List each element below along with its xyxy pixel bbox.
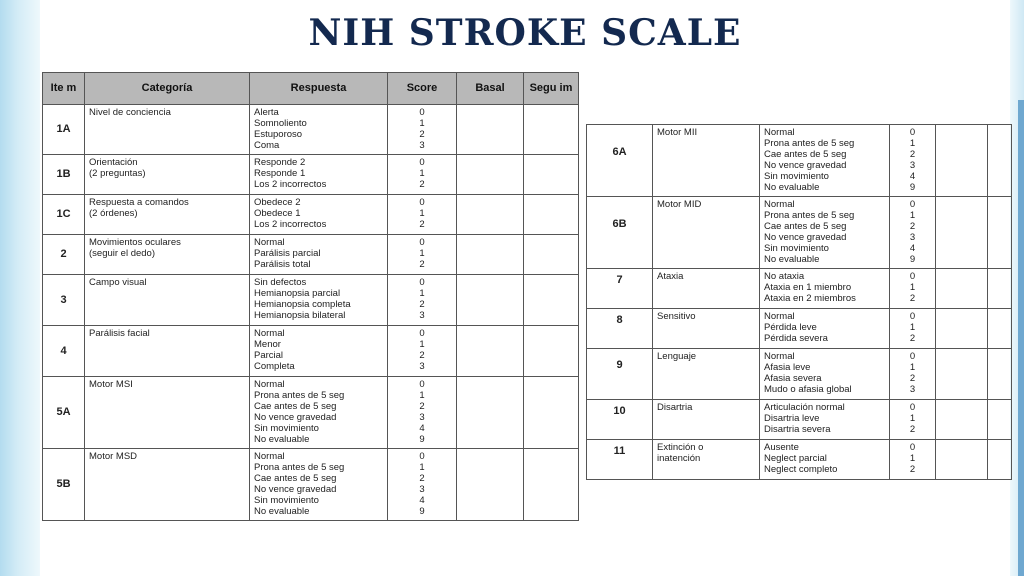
basal-cell (936, 400, 988, 440)
score-cell (388, 155, 457, 195)
item-cell (43, 326, 85, 377)
score-cell (388, 235, 457, 275)
table-row (43, 155, 579, 195)
respuesta-line: Normal (764, 199, 795, 210)
basal-cell (936, 269, 988, 309)
respuesta-line: Cae antes de 5 seg (254, 473, 337, 484)
respuesta-line: No evaluable (764, 254, 820, 265)
categoria-cell (85, 235, 250, 275)
table-row (43, 105, 579, 155)
score-cell (388, 449, 457, 521)
seguimiento-cell (524, 275, 579, 326)
score-line: 1 (419, 288, 425, 299)
item-cell (43, 195, 85, 235)
categoria-line: Disartria (657, 402, 693, 413)
table-row (43, 326, 579, 377)
categoria-line: Campo visual (89, 277, 147, 288)
seguimiento-cell (524, 377, 579, 449)
basal-cell (457, 449, 524, 521)
item-code: 5A (56, 406, 71, 418)
respuesta-line: Hemianopsia bilateral (254, 310, 346, 321)
item-code: 8 (616, 313, 623, 326)
respuesta-line: Neglect completo (764, 464, 838, 475)
respuesta-cell (760, 440, 890, 480)
respuesta-line: Hemianopsia completa (254, 299, 351, 310)
item-code: 4 (60, 344, 67, 357)
score-line: 1 (909, 282, 916, 293)
score-line: 0 (419, 451, 425, 462)
respuesta-line: Ataxia en 1 miembro (764, 282, 852, 293)
respuesta-cell (760, 309, 890, 349)
categoria-cell (653, 309, 760, 349)
respuesta-cell (250, 235, 388, 275)
item-code: 1B (56, 168, 71, 180)
respuesta-line: No vence gravedad (254, 412, 337, 423)
score-line: 4 (419, 495, 425, 506)
categoria-line: Ataxia (657, 271, 684, 282)
score-line: 2 (419, 219, 425, 230)
score-line: 2 (419, 473, 425, 484)
score-line: 0 (419, 107, 425, 118)
score-line: 4 (419, 423, 425, 434)
respuesta-line: No ataxia (764, 271, 805, 282)
categoria-line: Extinción o (657, 442, 704, 453)
categoria-cell (85, 377, 250, 449)
categoria-line: Movimientos oculares (89, 237, 181, 248)
categoria-cell (653, 349, 760, 400)
respuesta-line: Afasia severa (764, 373, 822, 384)
respuesta-line: Cae antes de 5 seg (764, 149, 847, 160)
seguimiento-cell (988, 440, 1012, 480)
categoria-line: Motor MID (657, 199, 702, 210)
respuesta-line: Normal (254, 328, 285, 339)
categoria-line: Motor MSI (89, 379, 133, 390)
item-cell (43, 377, 85, 449)
respuesta-cell (250, 195, 388, 235)
item-cell (43, 449, 85, 521)
respuesta-line: Completa (254, 361, 295, 372)
respuesta-line: No vence gravedad (764, 160, 847, 171)
respuesta-line: Prona antes de 5 seg (764, 138, 855, 149)
respuesta-line: Sin movimiento (254, 423, 319, 434)
item-cell (43, 235, 85, 275)
basal-cell (936, 440, 988, 480)
item-code: 1A (56, 123, 71, 135)
basal-cell (457, 155, 524, 195)
score-line: 2 (419, 129, 425, 140)
score-line: 1 (419, 390, 425, 401)
categoria-line: Motor MII (657, 127, 698, 138)
respuesta-line: Normal (764, 127, 795, 138)
categoria-cell (653, 440, 760, 480)
categoria-line: Parálisis facial (89, 328, 150, 339)
respuesta-line: Ataxia en 2 miembros (764, 293, 856, 304)
basal-cell (936, 125, 988, 197)
categoria-cell (85, 275, 250, 326)
seguimiento-cell (988, 400, 1012, 440)
seguimiento-cell (524, 235, 579, 275)
categoria-cell (85, 105, 250, 155)
basal-cell (457, 326, 524, 377)
basal-cell (457, 377, 524, 449)
score-line: 9 (419, 434, 425, 445)
score-line: 2 (909, 424, 916, 435)
table-header-row (43, 73, 579, 105)
basal-cell (457, 195, 524, 235)
score-line: 2 (909, 293, 916, 304)
table-row (587, 349, 1012, 400)
item-cell (43, 105, 85, 155)
score-line: 0 (909, 271, 916, 282)
score-line: 0 (419, 277, 425, 288)
table-row (43, 195, 579, 235)
basal-cell (457, 275, 524, 326)
score-cell (388, 275, 457, 326)
score-line: 2 (909, 464, 916, 475)
score-line: 1 (909, 453, 916, 464)
item-cell (43, 275, 85, 326)
categoria-cell (85, 195, 250, 235)
respuesta-line: Articulación normal (764, 402, 845, 413)
header-categoria: Categoría (85, 73, 250, 105)
respuesta-line: No evaluable (764, 182, 820, 193)
respuesta-line: Neglect parcial (764, 453, 827, 464)
score-line: 2 (419, 350, 425, 361)
table-row (43, 377, 579, 449)
respuesta-line: Sin movimiento (764, 171, 829, 182)
table-row (43, 235, 579, 275)
respuesta-line: Prona antes de 5 seg (254, 390, 345, 401)
score-line: 1 (419, 462, 425, 473)
item-code: 10 (613, 404, 626, 417)
score-cell (890, 400, 936, 440)
basal-cell (457, 235, 524, 275)
respuesta-line: Afasia leve (764, 362, 811, 373)
table-row (587, 400, 1012, 440)
seguimiento-cell (524, 195, 579, 235)
score-line: 3 (419, 361, 425, 372)
score-cell (890, 197, 936, 269)
respuesta-line: Obedece 1 (254, 208, 301, 219)
score-line: 1 (419, 339, 425, 350)
seguimiento-cell (524, 449, 579, 521)
score-line: 2 (909, 221, 916, 232)
respuesta-line: Disartria severa (764, 424, 831, 435)
header-item: Ite m (43, 73, 85, 105)
item-code: 11 (613, 444, 626, 457)
score-cell (890, 349, 936, 400)
score-line: 0 (419, 237, 425, 248)
score-cell (388, 195, 457, 235)
table-row (587, 440, 1012, 480)
score-line: 3 (419, 484, 425, 495)
item-cell (587, 400, 653, 440)
respuesta-line: Sin movimiento (254, 495, 319, 506)
categoria-line: inatención (657, 453, 701, 464)
respuesta-cell (760, 125, 890, 197)
score-line: 2 (419, 299, 425, 310)
respuesta-line: No evaluable (254, 434, 310, 445)
seguimiento-cell (524, 155, 579, 195)
score-line: 1 (419, 248, 425, 259)
table-body-right (587, 125, 1012, 480)
table-row (43, 275, 579, 326)
score-line: 0 (909, 199, 916, 210)
seguimiento-cell (524, 326, 579, 377)
categoria-cell (85, 155, 250, 195)
score-line: 0 (909, 127, 916, 138)
basal-cell (936, 197, 988, 269)
respuesta-line: Obedece 2 (254, 197, 301, 208)
score-line: 0 (419, 197, 425, 208)
categoria-cell (85, 326, 250, 377)
respuesta-line: Normal (254, 379, 285, 390)
respuesta-line: Normal (254, 237, 285, 248)
respuesta-cell (760, 349, 890, 400)
header-respuesta: Respuesta (250, 73, 388, 105)
basal-cell (936, 309, 988, 349)
categoria-line: (seguir el dedo) (89, 248, 156, 259)
seguimiento-cell (988, 309, 1012, 349)
table-row (587, 125, 1012, 197)
item-cell (587, 125, 653, 197)
score-line: 0 (909, 442, 916, 453)
score-line: 1 (909, 322, 916, 333)
item-cell (587, 197, 653, 269)
score-line: 0 (909, 402, 916, 413)
score-line: 0 (909, 311, 916, 322)
respuesta-line: Responde 1 (254, 168, 306, 179)
categoria-line: Motor MSD (89, 451, 138, 462)
score-line: 2 (419, 401, 425, 412)
respuesta-line: Parálisis parcial (254, 248, 321, 259)
respuesta-line: Disartria leve (764, 413, 820, 424)
score-line: 2 (909, 149, 916, 160)
seguimiento-cell (988, 125, 1012, 197)
item-code: 6B (612, 217, 627, 230)
item-code: 9 (616, 359, 623, 371)
score-line: 1 (909, 362, 916, 373)
score-line: 2 (909, 333, 916, 344)
categoria-cell (653, 125, 760, 197)
categoria-line: Nivel de conciencia (89, 107, 171, 118)
item-cell (587, 269, 653, 309)
categoria-cell (653, 197, 760, 269)
score-line: 2 (909, 373, 916, 384)
table-row (587, 269, 1012, 309)
respuesta-line: Parcial (254, 350, 284, 361)
respuesta-line: Los 2 incorrectos (254, 179, 327, 190)
item-code: 6A (612, 145, 627, 158)
table-body-left (43, 105, 579, 521)
respuesta-line: Menor (254, 339, 281, 350)
item-code: 5B (56, 478, 71, 490)
score-cell (388, 105, 457, 155)
respuesta-line: Responde 2 (254, 157, 306, 168)
score-line: 4 (909, 171, 916, 182)
respuesta-line: Estuporoso (254, 129, 303, 140)
respuesta-line: Normal (764, 351, 795, 362)
score-line: 2 (419, 179, 425, 190)
score-line: 1 (909, 210, 916, 221)
item-code: 7 (616, 273, 623, 286)
respuesta-cell (250, 449, 388, 521)
score-line: 0 (419, 157, 425, 168)
score-line: 1 (419, 208, 425, 219)
item-cell (587, 349, 653, 400)
table-row (43, 449, 579, 521)
item-cell (587, 309, 653, 349)
respuesta-cell (250, 275, 388, 326)
categoria-cell (85, 449, 250, 521)
score-line: 0 (419, 379, 425, 390)
seguimiento-cell (988, 197, 1012, 269)
respuesta-line: Normal (254, 451, 285, 462)
respuesta-line: No vence gravedad (764, 232, 847, 243)
seguimiento-cell (988, 349, 1012, 400)
basal-cell (936, 349, 988, 400)
score-cell (890, 309, 936, 349)
respuesta-line: Ausente (764, 442, 799, 453)
item-code: 1C (56, 208, 71, 220)
score-line: 0 (909, 351, 916, 362)
respuesta-line: Somnoliento (254, 118, 307, 129)
categoria-line: (2 preguntas) (89, 168, 146, 179)
respuesta-line: Hemianopsia parcial (254, 288, 341, 299)
score-line: 3 (909, 160, 916, 171)
respuesta-cell (760, 197, 890, 269)
seguimiento-cell (988, 269, 1012, 309)
categoria-line: Orientación (89, 157, 138, 168)
score-line: 3 (419, 310, 425, 321)
score-line: 9 (909, 254, 916, 265)
score-cell (388, 377, 457, 449)
right-accent-bar (1018, 100, 1024, 576)
respuesta-line: No evaluable (254, 506, 310, 517)
nihss-table-left (42, 72, 579, 521)
score-line: 0 (419, 328, 425, 339)
respuesta-line: Normal (764, 311, 795, 322)
respuesta-line: Cae antes de 5 seg (254, 401, 337, 412)
table-row (587, 197, 1012, 269)
page-title: NIH STROKE SCALE (308, 12, 742, 54)
score-cell (388, 326, 457, 377)
score-line: 2 (419, 259, 425, 270)
left-decorative-band (0, 0, 40, 576)
respuesta-line: Parálisis total (254, 259, 311, 270)
header-basal: Basal (457, 73, 524, 105)
respuesta-line: Pérdida severa (764, 333, 828, 344)
respuesta-line: Sin defectos (254, 277, 307, 288)
score-line: 3 (909, 384, 916, 395)
respuesta-cell (250, 155, 388, 195)
score-line: 3 (419, 412, 425, 423)
categoria-cell (653, 269, 760, 309)
respuesta-line: Alerta (254, 107, 279, 118)
respuesta-cell (250, 105, 388, 155)
categoria-line: (2 órdenes) (89, 208, 138, 219)
score-line: 9 (909, 182, 916, 193)
score-line: 1 (419, 168, 425, 179)
header-score: Score (388, 73, 457, 105)
respuesta-line: Pérdida leve (764, 322, 817, 333)
respuesta-line: Prona antes de 5 seg (254, 462, 345, 473)
item-cell (43, 155, 85, 195)
categoria-cell (653, 400, 760, 440)
seguimiento-cell (524, 105, 579, 155)
score-line: 4 (909, 243, 916, 254)
item-cell (587, 440, 653, 480)
respuesta-line: Coma (254, 140, 280, 151)
respuesta-line: No vence gravedad (254, 484, 337, 495)
score-line: 3 (419, 140, 425, 151)
score-line: 9 (419, 506, 425, 517)
respuesta-line: Mudo o afasia global (764, 384, 852, 395)
respuesta-cell (250, 326, 388, 377)
respuesta-line: Sin movimiento (764, 243, 829, 254)
item-code: 2 (60, 248, 67, 260)
categoria-line: Lenguaje (657, 351, 697, 362)
score-line: 3 (909, 232, 916, 243)
score-cell (890, 269, 936, 309)
respuesta-cell (250, 377, 388, 449)
respuesta-line: Cae antes de 5 seg (764, 221, 847, 232)
item-code: 3 (60, 293, 67, 306)
score-cell (890, 440, 936, 480)
score-line: 1 (909, 138, 916, 149)
score-line: 1 (909, 413, 916, 424)
score-cell (890, 125, 936, 197)
categoria-line: Respuesta a comandos (89, 197, 189, 208)
categoria-line: Sensitivo (657, 311, 696, 322)
respuesta-cell (760, 269, 890, 309)
nihss-table-right (586, 124, 1012, 480)
basal-cell (457, 105, 524, 155)
score-line: 1 (419, 118, 425, 129)
table-row (587, 309, 1012, 349)
respuesta-line: Los 2 incorrectos (254, 219, 327, 230)
header-seguimiento: Segu im (524, 73, 579, 105)
respuesta-cell (760, 400, 890, 440)
respuesta-line: Prona antes de 5 seg (764, 210, 855, 221)
